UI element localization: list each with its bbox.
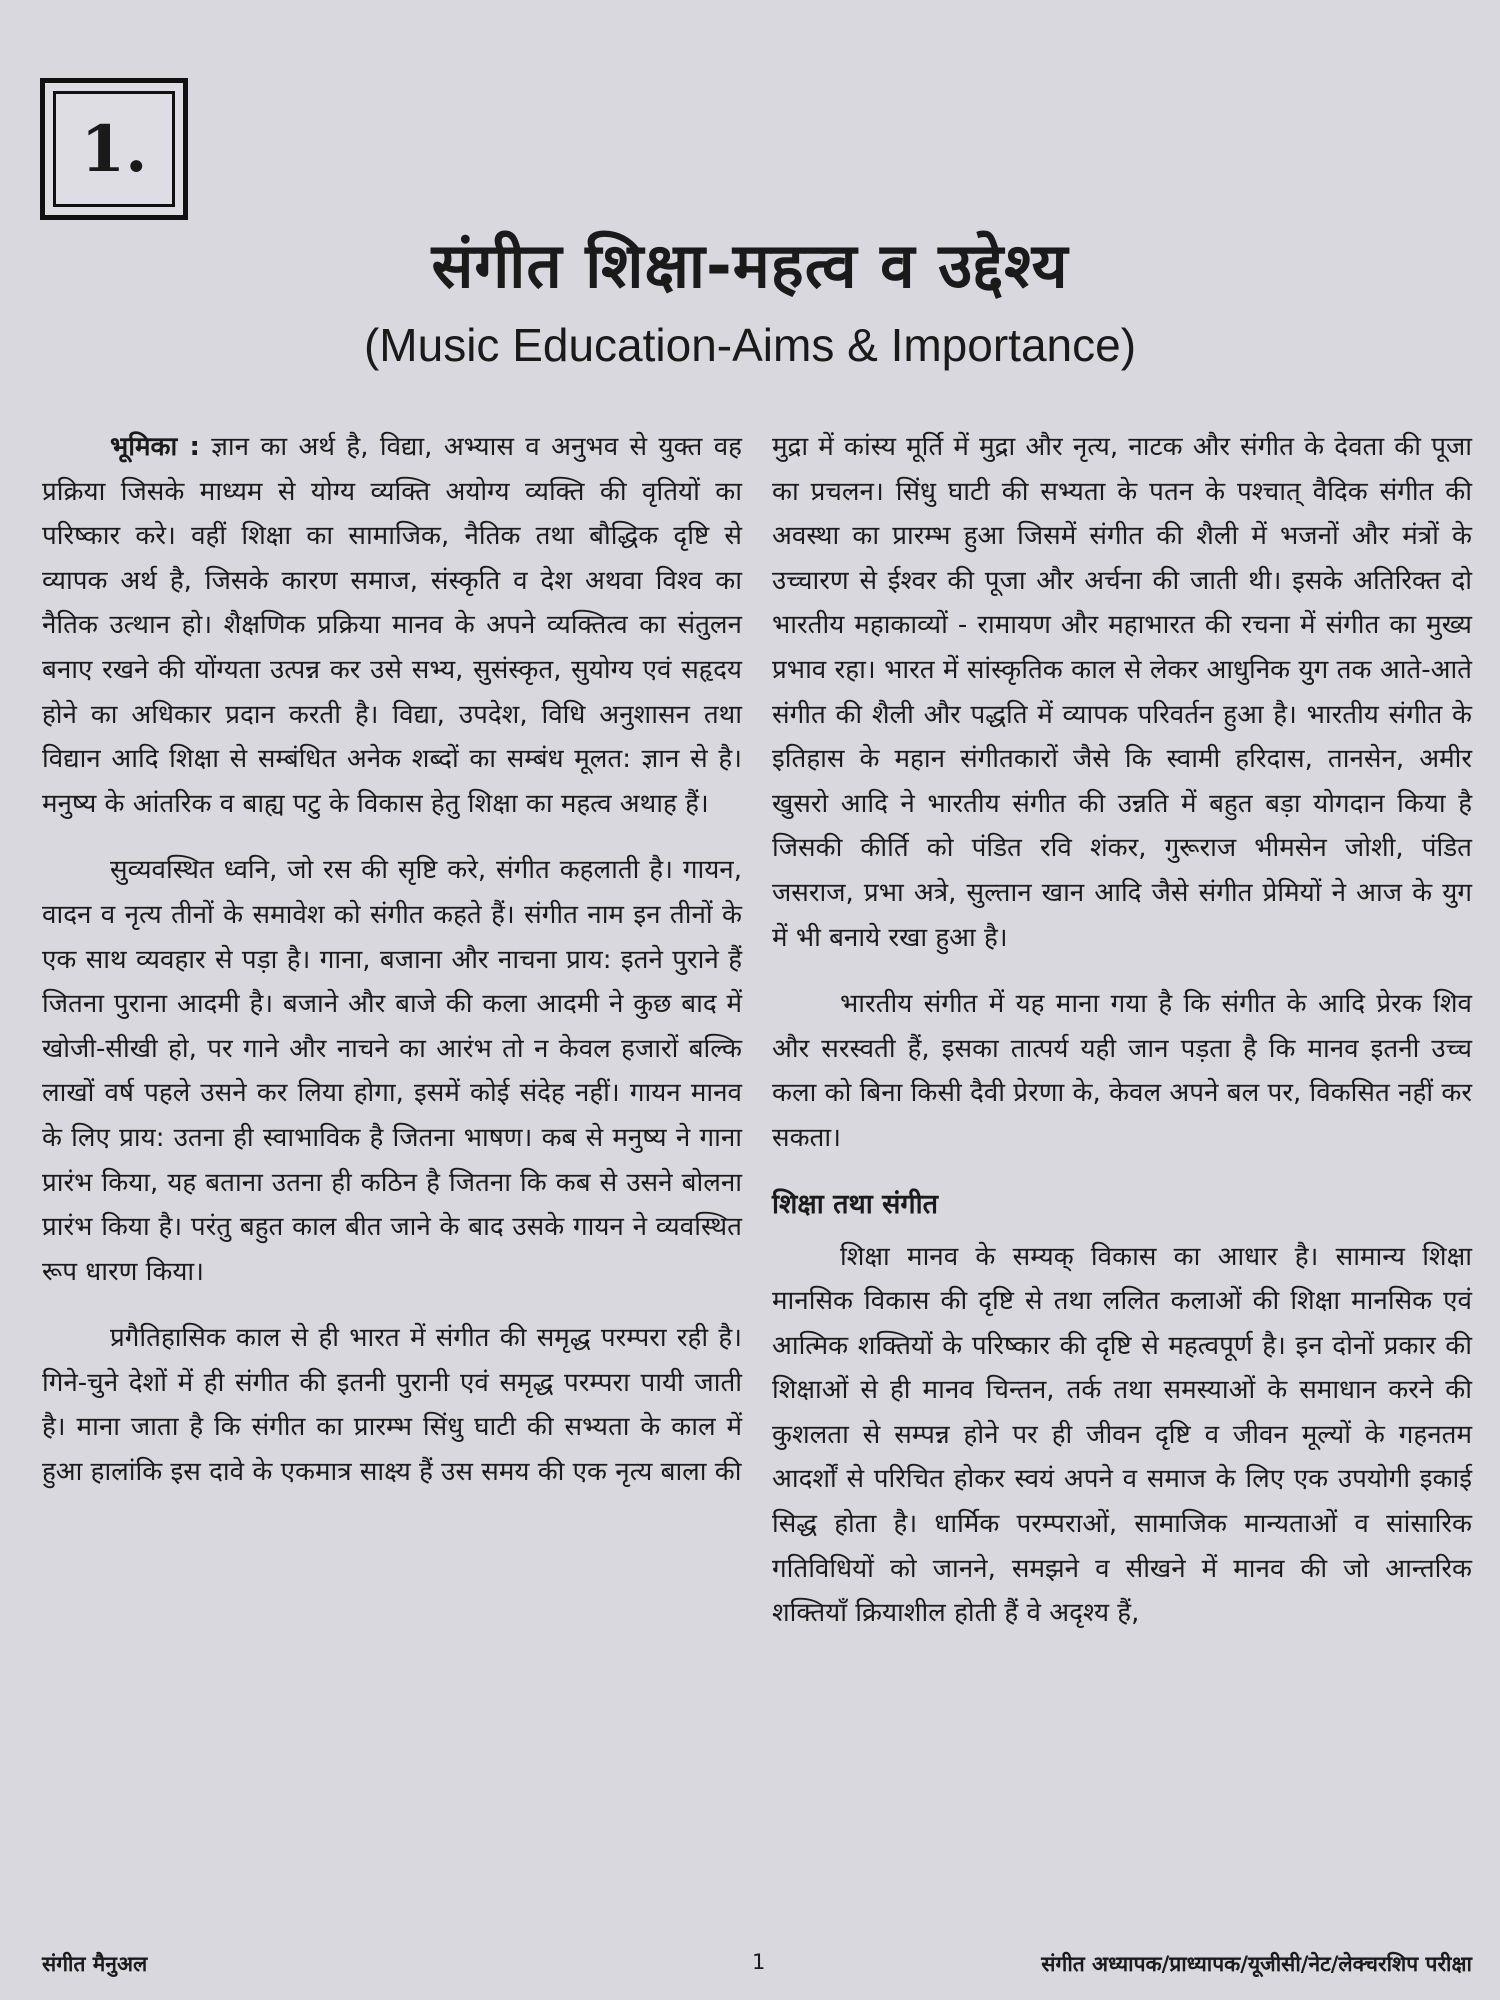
footer-exam-title: संगीत अध्यापक/प्राध्यापक/यूजीसी/नेट/लेक्चरशिप परीक्षा <box>1041 1952 1472 1976</box>
section-heading: शिक्षा तथा संगीत <box>772 1188 938 1220</box>
page-footer <box>42 1950 1472 1980</box>
left-column <box>42 425 742 1517</box>
paragraph: मुद्रा में कांस्य मूर्ति में मुद्रा और नृत्य, नाटक और संगीत के देवता की पूजा का प्रचलन। सिंधु घाटी की सभ्यता के पतन के पश्चात् वैदिक संगीत की अवस्था का प्रारम्भ हुआ जिसमें संगीत की शैली में भजनों और मंत्रों के उच्चारण से ईश्वर की पूजा और अर्चना की जाती थी। इसके अतिरिक्त दो भारतीय महाकाव्यों - रामायण और महाभारत की रचना में संगीत का मुख्य प्रभाव रहा। भारत में सांस्कृतिक काल से लेकर आधुनिक युग तक आते-आते संगीत की शैली और पद्धति में व्यापक परिवर्तन हुआ है। भारतीय संगीत के इतिहास के महान संगीतकारों जैसे कि स्वामी हरिदास, तानसेन, अमीर खुसरो आदि ने भारतीय संगीत की उन्नति में बहुत बड़ा योगदान किया है जिसकी कीर्ति को पंडित रवि शंकर, गुरूराज भीमसेन जोशी, पंडित जसराज, प्रभा अत्रे, सुल्तान खान आदि जैसे संगीत प्रेमियों ने आज के युग में भी बनाये रखा हुआ है। <box>772 432 1472 953</box>
chapter-number: 1. <box>53 91 175 207</box>
intro-paragraph <box>42 425 742 826</box>
page-number: 1 <box>752 1950 766 1974</box>
paragraph: सुव्यवस्थित ध्वनि, जो रस की सृष्टि करे, संगीत कहलाती है। गायन, वादन व नृत्य तीनों के समावेश को संगीत कहते हैं। संगीत नाम इन तीनों के एक साथ व्यवहार से पड़ा है। गाना, बजाना और नाचना प्राय: इतने पुराने हैं जितना पुराना आदमी है। बजाने और बाजे की कला आदमी ने कुछ बाद में खोजी-सीखी हो, पर गाने और नाचने का आरंभ तो न केवल हजारों बल्कि लाखों वर्ष पहले उसने कर लिया होगा, इसमें कोई संदेह नहीं। गायन मानव के लिए प्राय: उतना ही स्वाभाविक है जितना भाषण। कब से मनुष्य ने गाना प्रारंभ किया, यह बताना उतना ही कठिन है जितना कि कब से उसने बोलना प्रारंभ किया है। परंतु बहुत काल बीत जाने के बाद उसके गायन ने व्यवस्थित रूप धारण किया। <box>42 855 742 1287</box>
footer-book-title: संगीत मैनुअल <box>42 1952 148 1976</box>
intro-text: ज्ञान का अर्थ है, विद्या, अभ्यास व अनुभव से युक्त वह प्रक्रिया जिसके माध्यम से योग्य व्यक्ति अयोग्य व्यक्ति की वृतियों का परिष्कार करे। वहीं शिक्षा का सामाजिक, नैतिक तथा बौद्धिक दृष्टि से व्यापक अर्थ है, जिसके कारण समाज, संस्कृति व देश अथवा विश्व का नैतिक उत्थान हो। शैक्षणिक प्रक्रिया मानव के अपने व्यक्तित्व का संतुलन बनाए रखने की योंग्यता उत्पन्न कर उसे सभ्य, सुसंस्कृत, सुयोग्य एवं सहृदय होने का अधिकार प्रदान करती है। विद्या, उपदेश, विधि अनुशासन तथा विद्यान आदि शिक्षा से सम्बंधित अनेक शब्दों का सम्बंध मूलत: ज्ञान से है। मनुष्य के आंतरिक व बाह्य पटु के विकास हेतु शिक्षा का महत्व अथाह हैं। <box>42 432 742 819</box>
right-column <box>772 425 1472 1658</box>
chapter-number-box <box>40 78 188 220</box>
chapter-title-hindi: संगीत शिक्षा-महत्व व उद्देश्य <box>431 229 1069 302</box>
paragraph: शिक्षा मानव के सम्यक् विकास का आधार है। सामान्य शिक्षा मानसिक विकास की दृष्टि से तथा ललित कलाओं की शिक्षा मानसिक एवं आत्मिक शक्तियों के परिष्कार की दृष्टि से महत्वपूर्ण है। इन दोनों प्रकार की शिक्षाओं से ही मानव चिन्तन, तर्क तथा समस्याओं के समाधान करने की कुशलता से सम्पन्न होने पर ही जीवन दृष्टि व जीवन मूल्यों के गहनतम आदर्शों से परिचित होकर स्वयं अपने व समाज के लिए एक उपयोगी इकाई सिद्ध होता है। धार्मिक परम्पराओं, सामाजिक मान्यताओं व सांसारिक गतिविधियों को जानने, समझने व सीखने में मानव की जो आन्तरिक शक्तियाँ क्रियाशील होती हैं वे अदृश्य हैं, <box>772 1241 1472 1629</box>
intro-lead: भूमिका : <box>110 432 200 462</box>
paragraph: प्रगैतिहासिक काल से ही भारत में संगीत की समृद्ध परम्परा रही है। गिने-चुने देशों में ही संगीत की इतनी पुरानी एवं समृद्ध परम्परा पायी जाती है। माना जाता है कि संगीत का प्रारम्भ सिंधु घाटी की सभ्यता के काल में हुआ हालांकि इस दावे के एकमात्र साक्ष्य हैं उस समय की एक नृत्य बाला की <box>42 1323 742 1488</box>
chapter-title-english: (Music Education-Aims & Importance) <box>363 319 1137 371</box>
paragraph: भारतीय संगीत में यह माना गया है कि संगीत के आदि प्रेरक शिव और सरस्वती हैं, इसका तात्पर्य यही जान पड़ता है कि मानव इतनी उच्च कला को बिना किसी दैवी प्रेरणा के, केवल अपने बल पर, विकसित नहीं कर सकता। <box>772 989 1472 1153</box>
